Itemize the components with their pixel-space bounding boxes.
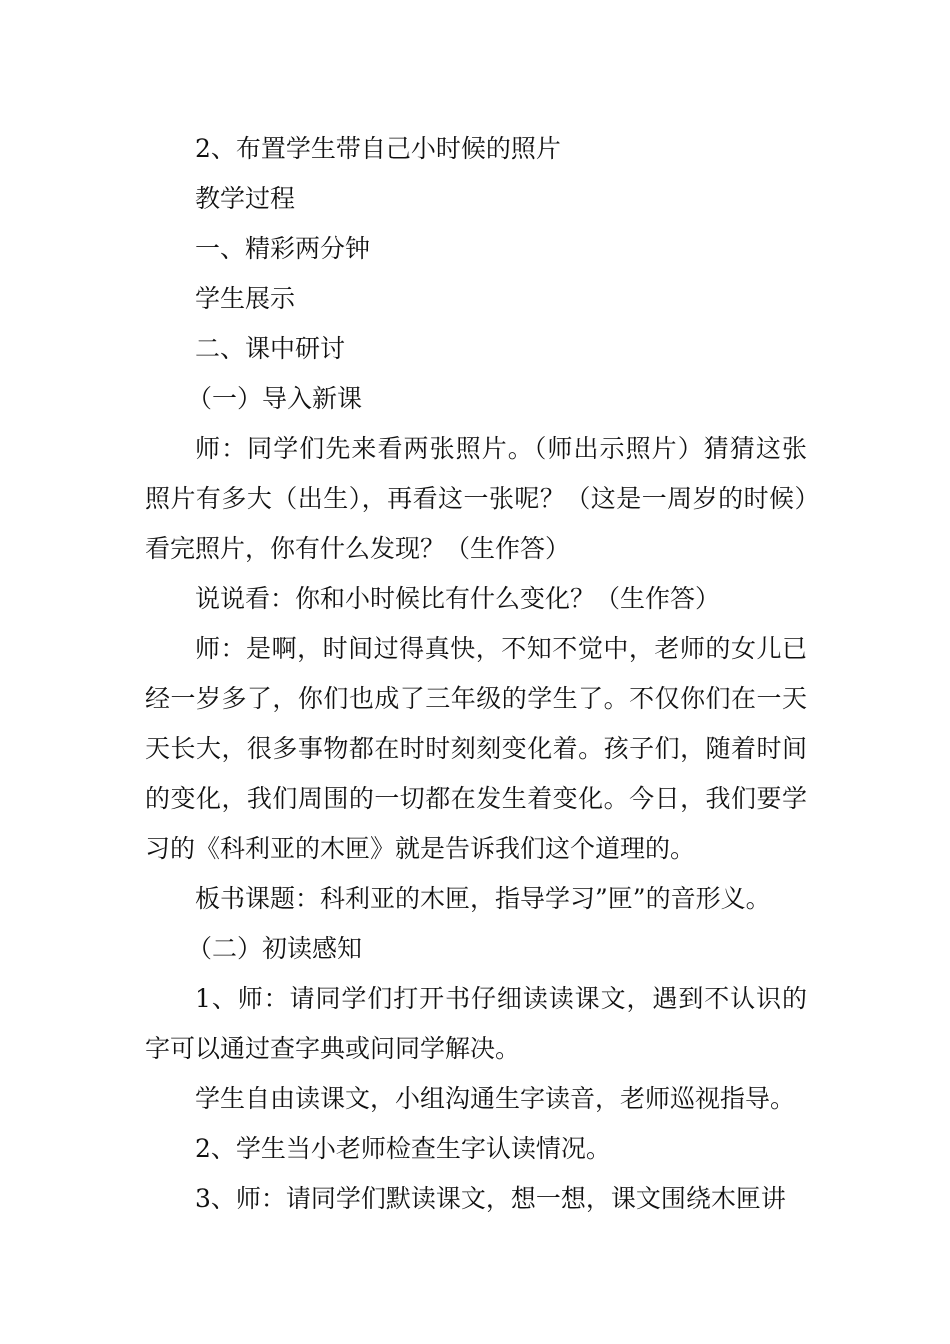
paragraph: 学生展示 [195,284,296,313]
paragraph: 2、学生当小老师检查生字认读情况。 [195,1134,611,1163]
paragraph: 师：是啊，时间过得真快，不知不觉中，老师的女儿已经一岁多了，你们也成了三年级的学生了。不仅你们在一天天长大，很多事物都在时时刻刻变化着。孩子们，随着时间的变化，我们周围的一切都在发生着变化。今日，我们要学习的《科利亚的木匣》就是告诉我们这个道理的。 [145,634,807,863]
paragraph: 3、师：请同学们默读课文，想一想，课文围绕木匣讲 [195,1184,786,1213]
paragraph: 板书课题：科利亚的木匣，指导学习”匣”的音形义。 [195,884,771,913]
paragraph: 一、精彩两分钟 [195,234,371,263]
document-body [145,124,807,1224]
paragraph: 学生自由读课文，小组沟通生字读音，老师巡视指导。 [195,1084,796,1113]
paragraph: 教学过程 [195,184,296,213]
paragraph: 2、布置学生带自己小时候的照片 [195,134,561,163]
paragraph: 1、师：请同学们打开书仔细读读课文，遇到不认识的字可以通过查字典或问同学解决。 [145,984,807,1063]
paragraph: 说说看：你和小时候比有什么变化？（生作答） [195,584,721,613]
paragraph: 二、课中研讨 [195,334,346,363]
paragraph: （二）初读感知 [187,934,363,963]
paragraph: 师：同学们先来看两张照片。（师出示照片）猜猜这张照片有多大（出生），再看这一张呢？（这是一周岁的时候）看完照片，你有什么发现？（生作答） [145,434,807,563]
paragraph: （一）导入新课 [187,384,363,413]
